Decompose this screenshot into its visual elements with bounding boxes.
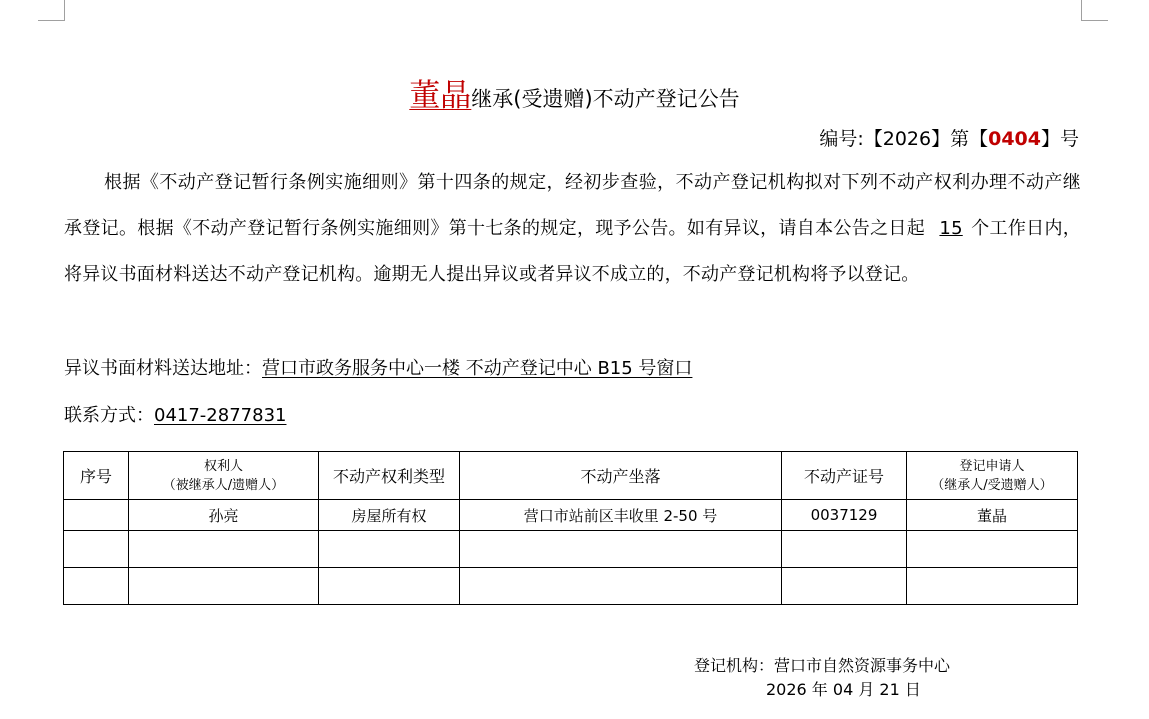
empty-cell: [64, 531, 129, 568]
objection-address: [64, 354, 692, 380]
table-row-empty: [64, 531, 1078, 568]
contact-label: 联系方式：: [64, 405, 154, 426]
cell-right-type: 房屋所有权: [319, 500, 460, 531]
title-name: 董晶: [409, 78, 472, 114]
empty-cell: [907, 531, 1078, 568]
body-part2: 个工作日内，将异议书面材料送达不动产登记机构。逾期无人提出异议或者异议不成立的，不动产登记机构将予以登记。: [64, 218, 1081, 285]
document-number: [819, 124, 1079, 151]
empty-cell: [319, 531, 460, 568]
empty-cell: [907, 568, 1078, 605]
contact-info: [64, 401, 286, 427]
objection-days: 15: [939, 218, 963, 239]
doc-number-prefix: 编号:【2026】第【: [819, 128, 989, 150]
empty-cell: [64, 568, 129, 605]
header-holder-main: 权利人: [203, 458, 243, 474]
cell-location: 营口市站前区丰收里 2-50 号: [460, 500, 782, 531]
header-holder: [129, 452, 319, 500]
announcement-date: 2026 年 04 月 21 日: [766, 680, 921, 699]
empty-cell: [129, 568, 319, 605]
empty-cell: [319, 568, 460, 605]
registration-authority: 登记机构：营口市自然资源事务中心: [694, 656, 951, 675]
header-holder-sub: （被继承人/遗赠人）: [162, 477, 285, 493]
cell-applicant: 董晶: [907, 500, 1078, 531]
empty-cell: [782, 531, 907, 568]
body-part1: 根据《不动产登记暂行条例实施细则》第十四条的规定，经初步查验，不动产登记机构拟对下列不动产权利办理不动产继承登记。根据《不动产登记暂行条例实施细则》第十七条的规定，现予公告。如有异议，请自本公告之日起: [64, 172, 1081, 239]
table-row-empty: [64, 568, 1078, 605]
contact-value: 0417-2877831: [154, 405, 287, 426]
header-applicant-main: 登记申请人: [959, 458, 1025, 474]
empty-cell: [460, 568, 782, 605]
cell-cert-no: 0037129: [782, 500, 907, 531]
empty-cell: [129, 531, 319, 568]
announcement-body: [64, 160, 1081, 298]
doc-number-value: 0404: [988, 128, 1041, 150]
empty-cell: [782, 568, 907, 605]
page-corner-mark-right: [1081, 0, 1108, 21]
header-seq: 序号: [64, 452, 129, 500]
empty-cell: [460, 531, 782, 568]
header-applicant-sub: （继承人/受遗赠人）: [931, 477, 1053, 493]
document-title: [0, 70, 1149, 115]
table-row: [64, 500, 1078, 531]
page-corner-mark-left: [38, 0, 65, 21]
doc-number-suffix: 】号: [1040, 128, 1079, 150]
table-header-row: [64, 452, 1078, 500]
property-table: [63, 451, 1078, 605]
header-cert-no: 不动产证号: [782, 452, 907, 500]
address-value: 营口市政务服务中心一楼 不动产登记中心 B15 号窗口: [262, 358, 693, 379]
header-right-type: 不动产权利类型: [319, 452, 460, 500]
cell-holder: 孙亮: [129, 500, 319, 531]
header-applicant: [907, 452, 1078, 500]
header-location: 不动产坐落: [460, 452, 782, 500]
title-rest: 继承(受遗赠)不动产登记公告: [471, 87, 740, 111]
address-label: 异议书面材料送达地址：: [64, 358, 262, 379]
cell-seq: [64, 500, 129, 531]
